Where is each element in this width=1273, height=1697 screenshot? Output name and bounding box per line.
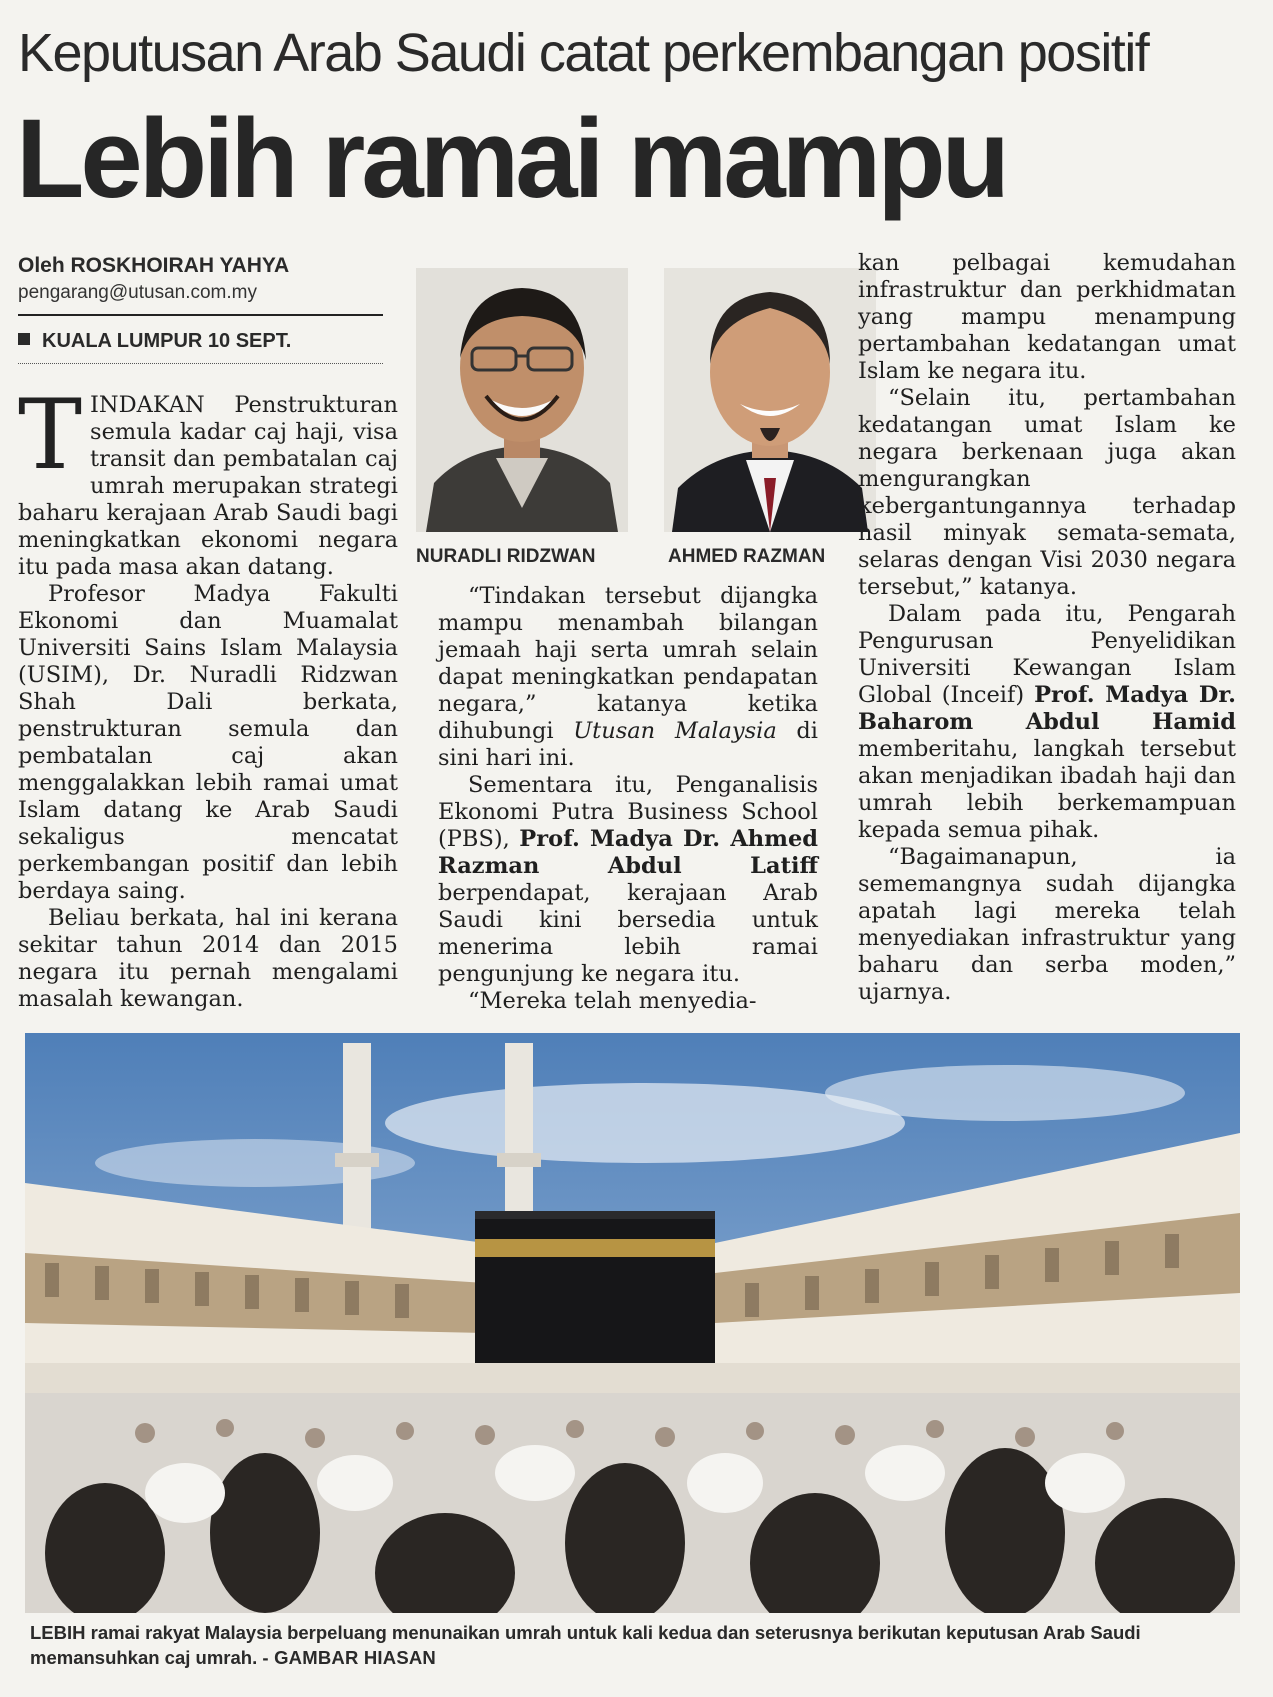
paragraph-4-publication: Utusan Malaysia xyxy=(573,718,777,744)
paragraph-2: Profesor Madya Fakulti Ekonomi dan Muamalat Universiti Sains Islam Malaysia (USIM), Dr. Nuradli Ridzwan Shah Dali berkata, penstrukturan semula dan pembatalan caj akan menggalakkan lebih ramai umat Islam datang ke Arab Saudi sekaligus mencatat perkembangan positif dan lebih berdaya saing. xyxy=(18,581,398,904)
paragraph-5-name: Prof. Madya Dr. Ahmed Razman Abdul Latiff xyxy=(438,826,818,879)
byline-block xyxy=(18,254,383,364)
paragraph-4-text: “Tindakan tersebut dijangka mampu menambah bilangan jemaah haji serta umrah selain dapat meningkatkan pendapatan negara,” katanya ketika dihubungi xyxy=(438,583,818,744)
paragraph-1 xyxy=(18,379,398,581)
paragraph-4-end: di sini hari ini. xyxy=(438,718,818,771)
article-column-2 xyxy=(438,583,818,1015)
article-column-1 xyxy=(18,379,398,1013)
paragraph-8 xyxy=(858,601,1236,844)
paragraph-3: Beliau berkata, hal ini kerana sekitar tahun 2014 dan 2015 negara itu pernah mengalami masalah kewangan. xyxy=(18,905,398,1012)
photo-caption-text: LEBIH ramai rakyat Malaysia berpeluang menunaikan umrah untuk kali kedua dan seterusnya berikutan keputusan Arab Saudi memansuhkan caj umrah. xyxy=(30,1622,1141,1668)
paragraph-6-start: “Mereka telah menyedia- xyxy=(468,988,757,1014)
photo-caption xyxy=(30,1620,1240,1670)
article-headline: Lebih ramai mampu xyxy=(16,96,1007,221)
dateline xyxy=(18,330,383,364)
dateline-text: KUALA LUMPUR 10 SEPT. xyxy=(42,330,292,352)
paragraph-8-name: Prof. Madya Dr. Baharom Abdul Hamid xyxy=(858,682,1236,735)
paragraph-6-continued: kan pelbagai kemudahan infrastruktur dan perkhidmatan yang mampu menampung pertambahan kedatangan umat Islam ke negara itu. xyxy=(858,250,1236,384)
byline-rule xyxy=(18,314,383,316)
portrait-nuradli xyxy=(416,268,628,532)
article-kicker: Keputusan Arab Saudi catat perkembangan positif xyxy=(18,23,1149,83)
article-column-3 xyxy=(858,250,1236,1006)
paragraph-4 xyxy=(438,583,818,772)
paragraph-7: “Selain itu, pertambahan kedatangan umat Islam ke negara berkenaan juga akan mengurangkan kebergantungannya terhadap hasil minyak semata-semata, selaras dengan Visi 2030 negara tersebut,” katanya. xyxy=(858,385,1236,600)
portrait-label-nuradli: NURADLI RIDZWAN xyxy=(416,546,596,567)
main-photo-kaaba xyxy=(25,1033,1240,1613)
kaaba-scene-image xyxy=(25,1033,1240,1613)
paragraph-5-end: berpendapat, kerajaan Arab Saudi kini bersedia untuk menerima lebih ramai pengunjung ke negara itu. xyxy=(438,880,818,987)
paragraph-1-text: INDAKAN Penstrukturan semula kadar caj haji, visa transit dan pembatalan caj umrah merupakan strategi baharu kerajaan Arab Saudi bagi meningkatkan ekonomi negara itu pada masa akan datang. xyxy=(18,392,398,580)
paragraph-9: “Bagaimanapun, ia sememangnya sudah dijangka apatah lagi mereka telah menyediakan infrastruktur yang baharu dan serba moden,” ujarnya. xyxy=(858,844,1236,1005)
paragraph-8-end: memberitahu, langkah tersebut akan menjadikan ibadah haji dan umrah lebih berkemampuan kepada semua pihak. xyxy=(858,736,1236,843)
paragraph-8-text: Dalam pada itu, Pengarah Pengurusan Penyelidikan Universiti Kewangan Islam Global (Inceif) xyxy=(858,601,1236,708)
portrait-nuradli-image xyxy=(416,268,628,532)
author-email: pengarang@utusan.com.my xyxy=(18,282,257,303)
author-name: Oleh ROSKHOIRAH YAHYA xyxy=(18,254,290,277)
portrait-ahmed xyxy=(664,268,876,532)
photo-credit: - GAMBAR HIASAN xyxy=(262,1647,436,1668)
drop-cap: T xyxy=(18,379,83,491)
dateline-bullet-icon xyxy=(18,333,30,345)
portrait-ahmed-image xyxy=(664,268,876,532)
portrait-label-ahmed: AHMED RAZMAN xyxy=(668,546,826,567)
paragraph-5 xyxy=(438,772,818,988)
paragraph-5-text: Sementara itu, Penganalisis Ekonomi Putra Business School (PBS), xyxy=(438,772,818,852)
